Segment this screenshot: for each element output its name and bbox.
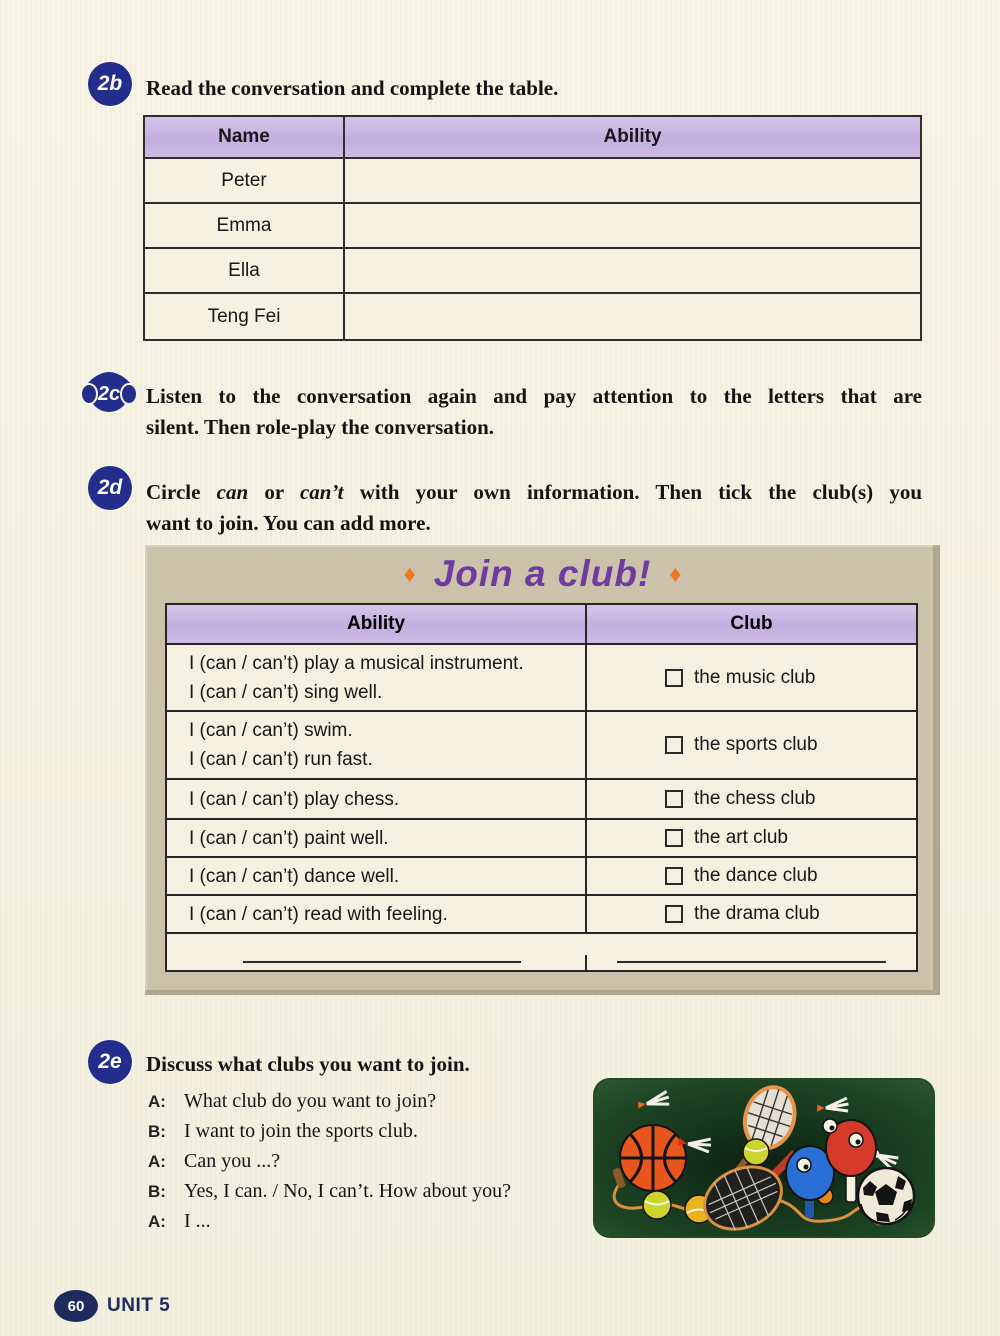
- ability-options-cell: [167, 820, 587, 856]
- ability-cell[interactable]: [345, 294, 920, 339]
- club-checkbox[interactable]: [665, 790, 683, 808]
- ability-option[interactable]: I (can / can’t) dance well.: [189, 865, 400, 887]
- blank-write-in-line[interactable]: [617, 961, 887, 963]
- club-cell: [587, 645, 916, 710]
- table-row: [145, 249, 920, 294]
- ability-options-cell: [167, 712, 587, 778]
- name-cell: Teng Fei: [145, 294, 345, 339]
- club-cell: [587, 896, 916, 932]
- club-label: the drama club: [694, 903, 820, 924]
- ability-options-cell: [167, 780, 587, 818]
- club-table-row: [167, 858, 916, 896]
- ability-option[interactable]: I (can / can’t) swim.: [189, 720, 353, 741]
- dialogue-text: Yes, I can. / No, I can’t. How about you?: [184, 1180, 511, 1202]
- text-segment: with your own information. Then tick the club(s) you: [343, 480, 922, 504]
- dialogue-line: [148, 1180, 598, 1210]
- section-badge-2d: [88, 466, 132, 510]
- speaker-label: B:: [148, 1182, 166, 1201]
- speaker-label: A:: [148, 1092, 166, 1111]
- page-number: 60: [67, 1297, 85, 1315]
- club-table-row: [167, 645, 916, 712]
- ability-cell[interactable]: [345, 204, 920, 247]
- ability-table-header: [145, 117, 920, 159]
- club-checkbox[interactable]: [665, 669, 683, 687]
- page-number-badge: [54, 1290, 98, 1322]
- instruction-2c-line1: Listen to the conversation again and pay attention to the letters that are: [146, 384, 922, 408]
- speaker-label: A:: [148, 1152, 166, 1171]
- dialogue-text: What club do you want to join?: [184, 1090, 437, 1112]
- soccer-ball-icon: [858, 1168, 914, 1224]
- badge-label: 2d: [97, 476, 123, 499]
- name-cell: Emma: [145, 204, 345, 247]
- club-label: the music club: [694, 666, 816, 688]
- diamond-icon: ♦: [403, 561, 416, 588]
- unit-label: UNIT 5: [107, 1295, 171, 1316]
- club-label: the art club: [694, 827, 788, 848]
- blank-ability-cell: [167, 955, 587, 970]
- club-checkbox[interactable]: [665, 736, 683, 754]
- club-table-header: [167, 605, 916, 645]
- club-table-blank-row: [167, 934, 916, 970]
- instruction-2d-line1: [146, 477, 922, 508]
- club-checkbox[interactable]: [665, 829, 683, 847]
- club-checkbox[interactable]: [665, 905, 683, 923]
- club-label: the chess club: [694, 788, 816, 809]
- ability-table: [143, 115, 922, 341]
- ability-option[interactable]: I (can / can’t) play chess.: [189, 788, 400, 810]
- speaker-label: A:: [148, 1212, 166, 1231]
- ability-cell[interactable]: [345, 249, 920, 292]
- club-table: [165, 603, 918, 972]
- dialogue-text: I want to join the sports club.: [184, 1120, 418, 1142]
- club-cell: [587, 712, 916, 778]
- club-table-row: [167, 780, 916, 820]
- instruction-2b: Read the conversation and complete the table.: [146, 76, 559, 100]
- name-cell: Ella: [145, 249, 345, 292]
- table-row: [145, 159, 920, 204]
- ability-cell[interactable]: [345, 159, 920, 202]
- dialogue-text: Can you ...?: [184, 1150, 281, 1172]
- text-segment: Circle: [146, 480, 217, 504]
- name-cell: Peter: [145, 159, 345, 202]
- ability-option[interactable]: I (can / can’t) play a musical instrument.: [189, 652, 524, 674]
- ability-options-cell: [167, 645, 587, 710]
- dialogue-line: [148, 1090, 598, 1120]
- blank-club-cell: [587, 961, 916, 970]
- club-cell: [587, 820, 916, 856]
- instruction-2c-line2: silent. Then role-play the conversation.: [146, 415, 495, 439]
- club-cell: [587, 780, 916, 818]
- ability-option[interactable]: I (can / can’t) run fast.: [189, 749, 373, 770]
- column-header-club: Club: [730, 613, 773, 634]
- italic-word-cant: can’t: [299, 480, 344, 504]
- dialogue-line: [148, 1120, 598, 1150]
- join-a-club-panel: [145, 545, 940, 995]
- column-header-ability: Ability: [603, 126, 662, 147]
- instruction-2d-line2: want to join. You can add more.: [146, 511, 431, 535]
- ability-option[interactable]: I (can / can’t) read with feeling.: [189, 903, 448, 925]
- club-cell: [587, 858, 916, 894]
- table-row: [145, 294, 920, 339]
- section-badge-2e: [88, 1040, 132, 1084]
- sample-dialogue: [148, 1090, 598, 1240]
- svg-text:2c: 2c: [97, 383, 121, 405]
- club-checkbox[interactable]: [665, 867, 683, 885]
- text-segment: or: [248, 480, 300, 504]
- panel-title-text: Join a club!: [433, 553, 652, 594]
- headphones-icon: [80, 358, 138, 416]
- dialogue-line: [148, 1150, 598, 1180]
- club-label: the sports club: [694, 734, 818, 755]
- blank-write-in-line[interactable]: [243, 961, 521, 963]
- dialogue-line: [148, 1210, 598, 1240]
- club-label: the dance club: [694, 865, 818, 886]
- panel-title: [145, 553, 940, 595]
- column-header-ability: Ability: [167, 605, 587, 643]
- basketball-icon: [620, 1125, 686, 1191]
- ability-options-cell: [167, 858, 587, 894]
- club-table-row: [167, 820, 916, 858]
- dialogue-text: I ...: [184, 1210, 211, 1232]
- speaker-label: B:: [148, 1122, 166, 1141]
- badge-label: 2e: [98, 1050, 122, 1073]
- instruction-2e: Discuss what clubs you want to join.: [146, 1052, 470, 1076]
- column-header-name: Name: [145, 117, 345, 157]
- italic-word-can: can: [216, 480, 249, 504]
- ability-options-cell: [167, 896, 587, 932]
- diamond-icon: ♦: [669, 561, 682, 588]
- club-table-row: [167, 712, 916, 780]
- club-table-row: [167, 896, 916, 934]
- badge-label: 2b: [97, 72, 123, 95]
- sports-equipment-illustration: [593, 1078, 935, 1238]
- ability-option[interactable]: I (can / can’t) paint well.: [189, 827, 389, 849]
- table-row: [145, 204, 920, 249]
- section-badge-2b: [88, 62, 132, 106]
- ability-option[interactable]: I (can / can’t) sing well.: [189, 681, 383, 703]
